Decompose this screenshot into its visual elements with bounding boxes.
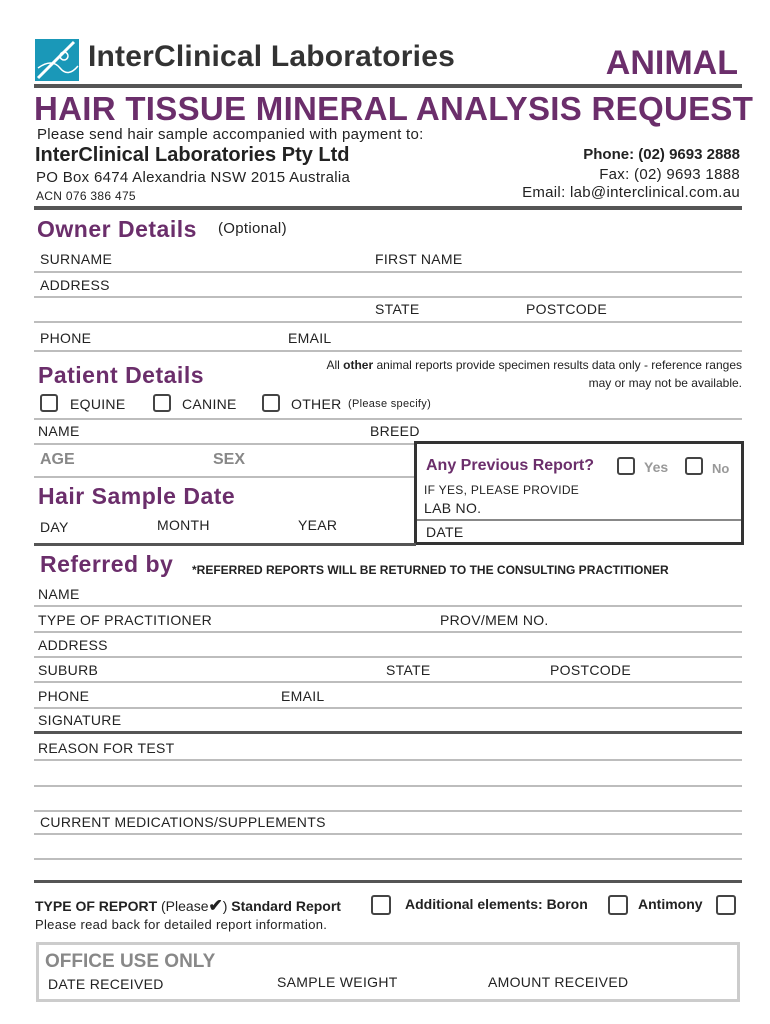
- company-phone: Phone: (02) 9693 2888: [583, 146, 740, 163]
- previous-yes-label: Yes: [644, 459, 669, 475]
- medications-field-1[interactable]: [34, 833, 742, 835]
- equine-label: EQUINE: [70, 396, 126, 412]
- medications-field-2[interactable]: [34, 858, 742, 860]
- referred-suburb-field[interactable]: [34, 681, 742, 683]
- other-note: (Please specify): [348, 398, 432, 410]
- previous-no-checkbox[interactable]: [685, 457, 703, 475]
- patient-name-label: NAME: [38, 423, 80, 439]
- report-type-rule: [34, 880, 742, 883]
- antimony-checkbox[interactable]: [716, 895, 736, 915]
- canine-label: CANINE: [182, 396, 237, 412]
- company-name: InterClinical Laboratories Pty Ltd: [35, 144, 350, 166]
- medications-label: CURRENT MEDICATIONS/SUPPLEMENTS: [40, 814, 326, 830]
- previous-labno-field[interactable]: [417, 519, 741, 521]
- office-use-heading: OFFICE USE ONLY: [45, 951, 216, 972]
- company-acn: ACN 076 386 475: [36, 189, 136, 203]
- standard-report-label: Standard Report: [231, 898, 341, 914]
- patient-age-field[interactable]: [34, 476, 414, 478]
- referred-type-field[interactable]: [34, 631, 742, 633]
- owner-postcode-label: POSTCODE: [526, 301, 607, 317]
- hair-sample-year-label: YEAR: [298, 517, 338, 533]
- patient-note: [326, 356, 742, 392]
- referred-postcode-label: POSTCODE: [550, 662, 631, 678]
- patient-name-field[interactable]: [34, 443, 414, 445]
- referred-name-label: NAME: [38, 586, 80, 602]
- page-title: HAIR TISSUE MINERAL ANALYSIS REQUEST: [34, 90, 754, 127]
- date-received-label: DATE RECEIVED: [48, 976, 164, 992]
- company-fax: Fax: (02) 9693 1888: [599, 166, 740, 183]
- lab-name: InterClinical Laboratories: [88, 40, 455, 73]
- hair-sample-rule: [34, 543, 416, 546]
- owner-surname-field[interactable]: [34, 271, 742, 273]
- reason-field-1[interactable]: [34, 759, 742, 761]
- patient-breed-label: BREED: [370, 423, 420, 439]
- referred-note: *REFERRED REPORTS WILL BE RETURNED TO THE CONSULTING PRACTITIONER: [192, 563, 669, 577]
- patient-age-label: AGE: [40, 451, 75, 468]
- report-type-close-paren: ): [222, 898, 228, 914]
- antimony-label: Antimony: [638, 896, 703, 912]
- owner-phone-label: PHONE: [40, 330, 92, 346]
- patient-note-post: animal reports provide specimen results data only - reference ranges: [373, 358, 742, 372]
- send-note: Please send hair sample accompanied with payment to:: [37, 126, 424, 143]
- standard-report-checkbox[interactable]: [371, 895, 391, 915]
- previous-yes-checkbox[interactable]: [617, 457, 635, 475]
- equine-checkbox[interactable]: [40, 394, 58, 412]
- owner-state-field[interactable]: [34, 321, 742, 323]
- previous-if-yes: IF YES, PLEASE PROVIDE: [424, 483, 580, 497]
- owner-heading: Owner Details: [37, 216, 197, 242]
- company-address: PO Box 6474 Alexandria NSW 2015 Australia: [36, 169, 351, 186]
- previous-report-question: Any Previous Report?: [426, 457, 595, 474]
- hair-sample-month-label: MONTH: [157, 517, 210, 533]
- company-email: Email: lab@interclinical.com.au: [522, 184, 740, 201]
- canine-checkbox[interactable]: [153, 394, 171, 412]
- previous-date-label: DATE: [426, 524, 464, 540]
- referred-phone-field[interactable]: [34, 707, 742, 709]
- hair-sample-heading: Hair Sample Date: [38, 483, 236, 509]
- reason-field-3[interactable]: [34, 810, 742, 812]
- header-rule: [34, 84, 742, 88]
- referred-heading: Referred by: [40, 551, 174, 577]
- previous-labno-label: LAB NO.: [424, 500, 482, 516]
- referred-name-field[interactable]: [34, 605, 742, 607]
- owner-firstname-label: FIRST NAME: [375, 251, 463, 267]
- boron-checkbox[interactable]: [608, 895, 628, 915]
- reason-label: REASON FOR TEST: [38, 740, 175, 756]
- additional-elements-label: Additional elements: Boron: [405, 896, 588, 912]
- referred-email-label: EMAIL: [281, 688, 325, 704]
- patient-heading: Patient Details: [38, 362, 204, 388]
- referred-phone-label: PHONE: [38, 688, 90, 704]
- owner-phone-field[interactable]: [34, 350, 742, 352]
- referred-address-field[interactable]: [34, 656, 742, 658]
- lab-logo: [34, 38, 80, 82]
- hair-sample-day-label: DAY: [40, 519, 69, 535]
- previous-no-label: No: [712, 461, 730, 476]
- owner-address-label: ADDRESS: [40, 277, 110, 293]
- patient-species-rule: [34, 418, 742, 420]
- other-label: OTHER: [291, 396, 342, 412]
- read-back-note: Please read back for detailed report information.: [35, 917, 328, 932]
- amount-received-label: AMOUNT RECEIVED: [488, 974, 629, 990]
- logo-icon: [34, 38, 80, 82]
- referred-state-label: STATE: [386, 662, 431, 678]
- patient-note-pre: All: [326, 358, 344, 372]
- animal-label: ANIMAL: [605, 44, 738, 82]
- sample-weight-label: SAMPLE WEIGHT: [277, 974, 398, 990]
- referred-suburb-label: SUBURB: [38, 662, 99, 678]
- report-type-row: [35, 896, 341, 916]
- reason-field-2[interactable]: [34, 785, 742, 787]
- owner-state-label: STATE: [375, 301, 420, 317]
- owner-address-field[interactable]: [34, 296, 742, 298]
- report-type-label: TYPE OF REPORT: [35, 898, 158, 914]
- owner-optional: (Optional): [218, 220, 287, 237]
- owner-surname-label: SURNAME: [40, 251, 113, 267]
- report-type-please: (Please: [161, 898, 209, 914]
- other-checkbox[interactable]: [262, 394, 280, 412]
- patient-note-line2: may or may not be available.: [588, 376, 742, 390]
- check-icon: ✔: [208, 896, 223, 915]
- patient-sex-label: SEX: [213, 451, 246, 468]
- referred-prov-label: PROV/MEM NO.: [440, 612, 549, 628]
- patient-note-bold: other: [343, 358, 374, 372]
- header-bottom-rule: [34, 206, 742, 210]
- owner-email-label: EMAIL: [288, 330, 332, 346]
- referred-signature-field[interactable]: [34, 731, 742, 734]
- referred-address-label: ADDRESS: [38, 637, 108, 653]
- referred-signature-label: SIGNATURE: [38, 712, 122, 728]
- referred-type-label: TYPE OF PRACTITIONER: [38, 612, 213, 628]
